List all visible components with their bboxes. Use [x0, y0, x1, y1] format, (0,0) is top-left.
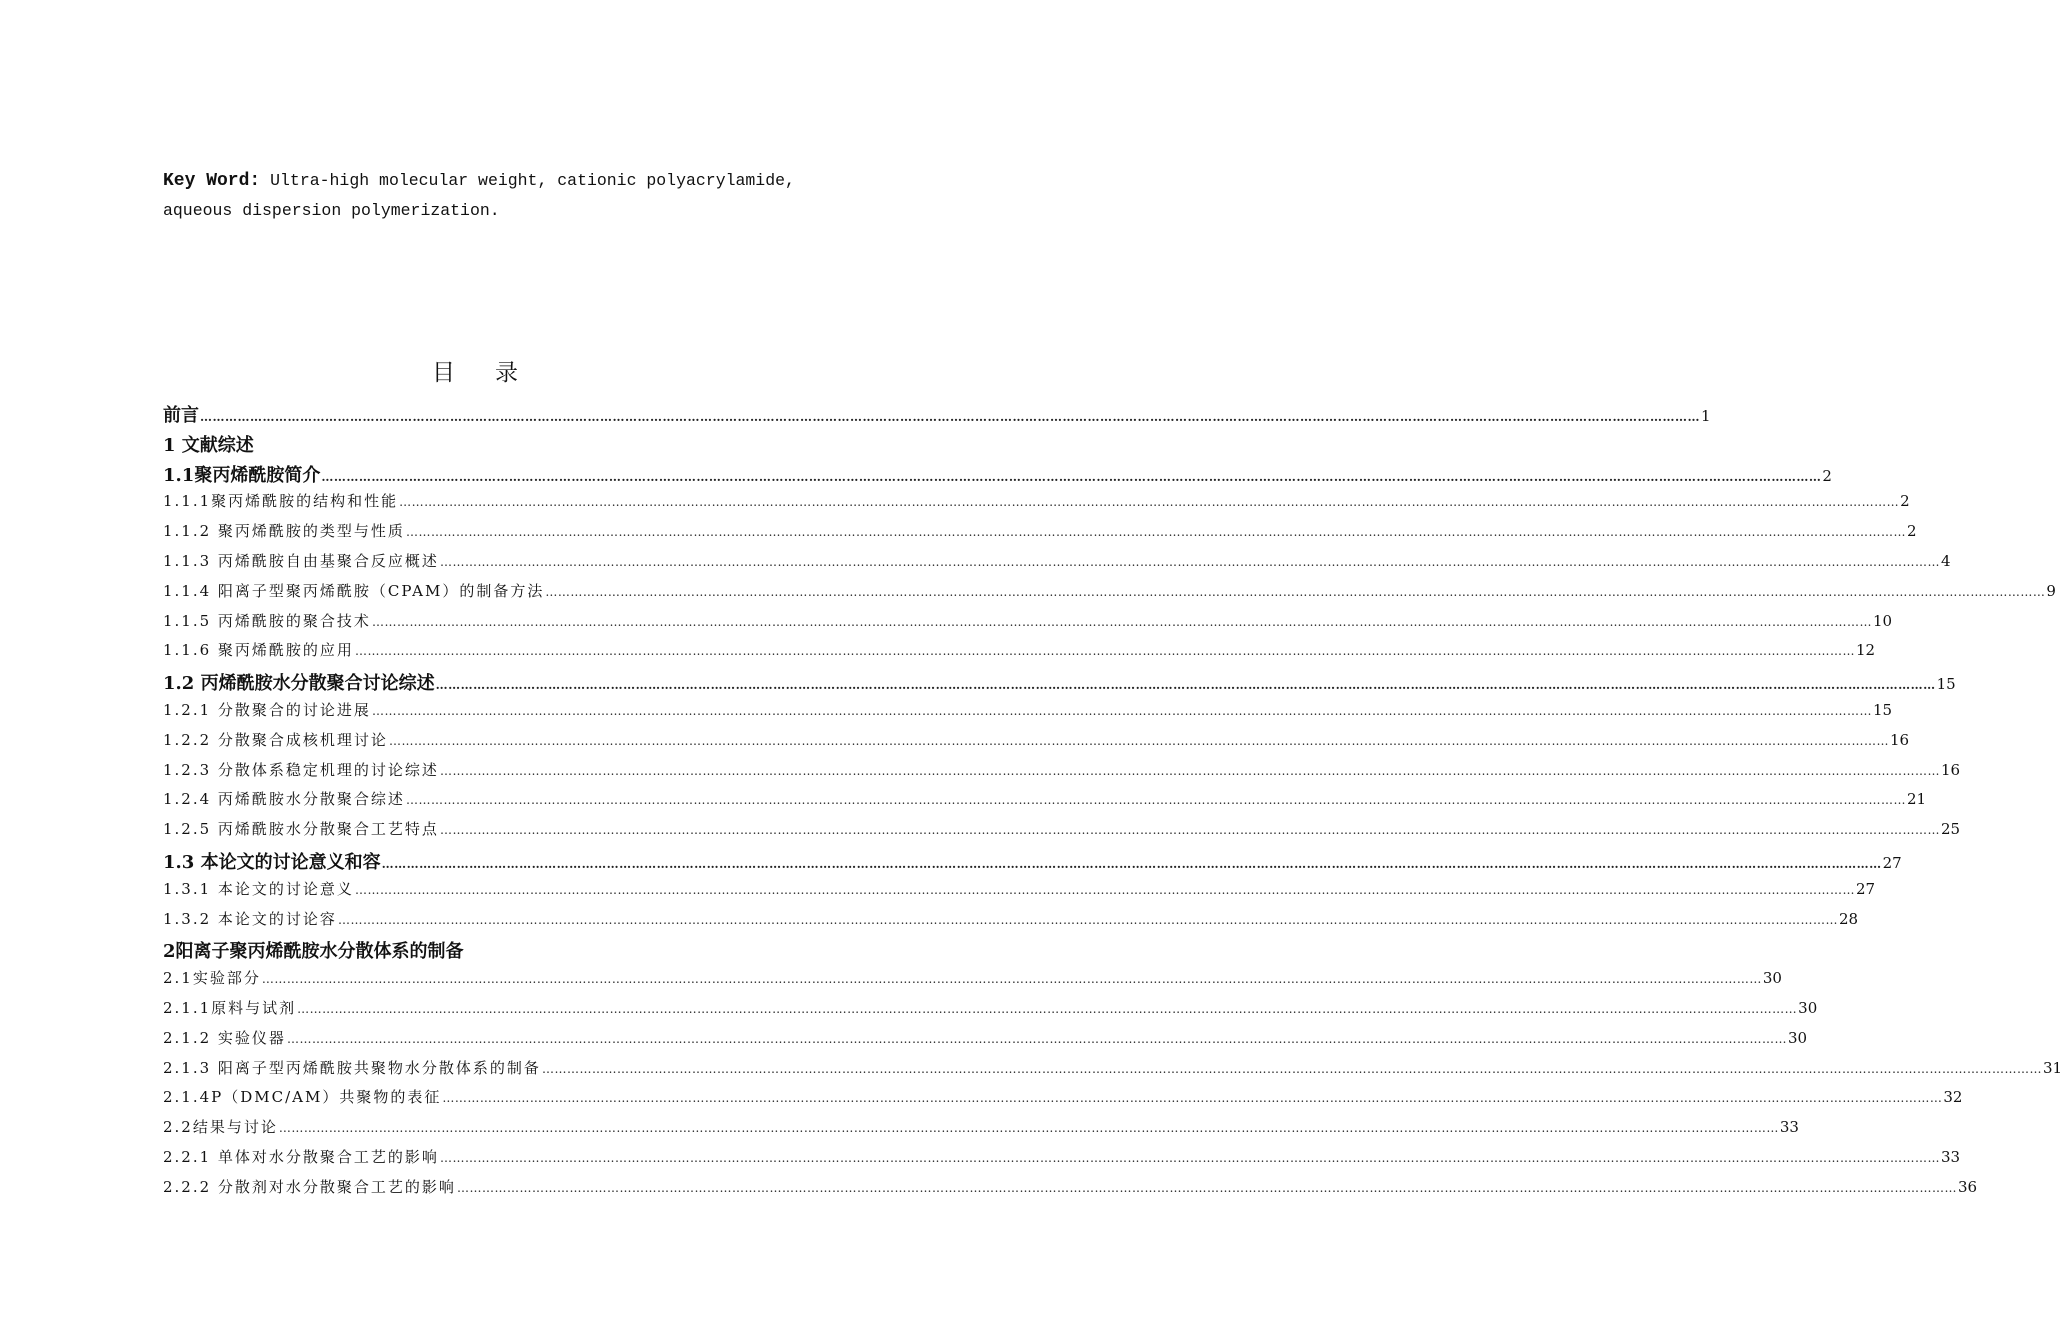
- toc-dot-leader: ………………………………………………………………………………………………………………………………………………………………………………………………………………………………………………………………………………………………………………………………: [439, 1150, 1940, 1165]
- toc-entry-page: 12: [1855, 641, 1876, 660]
- toc-entry[interactable]: [163, 997, 1818, 1027]
- toc-entry-title: 1 文献综述: [163, 434, 254, 456]
- toc-entry-title: 2.2.1 单体对水分散聚合工艺的影响: [163, 1147, 439, 1166]
- toc-entry[interactable]: [163, 699, 1893, 729]
- table-of-contents: [163, 401, 2062, 1206]
- toc-entry-page: 16: [1889, 730, 1910, 749]
- toc-dot-leader: ………………………………………………………………………………………………………………………………………………………………………………………………………………………………………………………………………………………………………………………………: [321, 469, 1822, 484]
- toc-entry-page: 16: [1940, 760, 1961, 779]
- keyword-label: Key Word:: [163, 171, 261, 191]
- keyword-text-2: aqueous dispersion polymerization.: [163, 201, 500, 220]
- toc-entry-page: 9: [2046, 581, 2056, 600]
- toc-dot-leader: ………………………………………………………………………………………………………………………………………………………………………………………………………………………………………………………………………………………………………………………………: [286, 1031, 1787, 1046]
- toc-entry-title: 1.2.1 分散聚合的讨论进展: [163, 700, 371, 719]
- toc-dot-leader: ………………………………………………………………………………………………………………………………………………………………………………………………………………………………………………………………………………………………………………………………: [442, 1091, 1943, 1106]
- toc-entry[interactable]: [163, 401, 1711, 431]
- toc-dot-leader: ………………………………………………………………………………………………………………………………………………………………………………………………………………………………………………………………………………………………………………………………: [381, 856, 1882, 871]
- toc-entry[interactable]: [163, 788, 1927, 818]
- toc-entry-title: 1.2.2 分散聚合成核机理讨论: [163, 730, 388, 749]
- toc-dot-leader: ………………………………………………………………………………………………………………………………………………………………………………………………………………………………………………………………………………………………………………………………: [371, 614, 1872, 629]
- toc-dot-leader: ………………………………………………………………………………………………………………………………………………………………………………………………………………………………………………………………………………………………………………………………: [297, 1001, 1798, 1016]
- toc-entry-title: 1.3 本论文的讨论意义和容: [163, 851, 381, 873]
- toc-entry[interactable]: [163, 878, 1876, 908]
- toc-entry-title: 1.1.3 丙烯酰胺自由基聚合反应概述: [163, 551, 439, 570]
- toc-entry-page: 2: [1822, 466, 1832, 485]
- toc-dot-leader: ………………………………………………………………………………………………………………………………………………………………………………………………………………………………………………………………………………………………………………………………: [439, 823, 1940, 838]
- toc-entry-title: 前言: [163, 405, 199, 426]
- toc-entry-title: 2.1.1原料与试剂: [163, 998, 297, 1017]
- toc-entry[interactable]: [163, 610, 1893, 640]
- toc-title-right: 录: [495, 360, 518, 386]
- toc-entry-title: 1.2 丙烯酰胺水分散聚合讨论综述: [163, 673, 435, 695]
- toc-entry[interactable]: [163, 818, 1961, 848]
- toc-entry[interactable]: [163, 1086, 1963, 1116]
- toc-dot-leader: ………………………………………………………………………………………………………………………………………………………………………………………………………………………………………………………………………………………………………………………………: [371, 703, 1872, 718]
- toc-dot-leader: ………………………………………………………………………………………………………………………………………………………………………………………………………………………………………………………………………………………………………………………………: [388, 733, 1889, 748]
- toc-dot-leader: ………………………………………………………………………………………………………………………………………………………………………………………………………………………………………………………………………………………………………………………………: [435, 678, 1936, 693]
- toc-entry-title: 2.1.3 阳离子型丙烯酰胺共聚物水分散体系的制备: [163, 1058, 541, 1077]
- toc-entry-title: 1.1.6 聚丙烯酰胺的应用: [163, 641, 354, 660]
- toc-entry-page: 36: [1957, 1177, 1978, 1196]
- toc-entry[interactable]: [163, 937, 833, 967]
- toc-entry-title: 1.2.3 分散体系稳定机理的讨论综述: [163, 760, 439, 779]
- toc-entry-title: 1.3.2 本论文的讨论容: [163, 909, 337, 928]
- toc-title: [0, 354, 950, 387]
- toc-dot-leader: ………………………………………………………………………………………………………………………………………………………………………………………………………………………………………………………………………………………………………………………………: [541, 1061, 2042, 1076]
- toc-entry-title: 1.1.4 阳离子型聚丙烯酰胺（CPAM）的制备方法: [163, 581, 545, 600]
- toc-entry-title: 2.1实验部分: [163, 969, 261, 988]
- toc-entry-title: 1.3.1 本论文的讨论意义: [163, 879, 354, 898]
- toc-entry[interactable]: [163, 1027, 1808, 1057]
- toc-dot-leader: ………………………………………………………………………………………………………………………………………………………………………………………………………………………………………………………………………………………………………………………………: [337, 912, 1838, 927]
- toc-entry[interactable]: [163, 550, 1951, 580]
- toc-entry-page: 15: [1872, 700, 1893, 719]
- toc-dot-leader: ………………………………………………………………………………………………………………………………………………………………………………………………………………………………………………………………………………………………………………………………: [399, 495, 1900, 510]
- toc-entry[interactable]: [163, 431, 833, 461]
- toc-entry-page: 31: [2042, 1058, 2062, 1077]
- keyword-line-1: [163, 166, 831, 196]
- toc-entry-page: 10: [1872, 611, 1893, 630]
- toc-dot-leader: ………………………………………………………………………………………………………………………………………………………………………………………………………………………………………………………………………………………………………………………………: [456, 1180, 1957, 1195]
- toc-entry-title: 2.1.2 实验仪器: [163, 1028, 286, 1047]
- toc-entry-page: 30: [1787, 1028, 1808, 1047]
- toc-entry[interactable]: [163, 639, 1876, 669]
- toc-entry-page: 30: [1762, 969, 1782, 988]
- toc-entry-page: 1: [1701, 407, 1711, 425]
- toc-entry-title: 1.1.1聚丙烯酰胺的结构和性能: [163, 492, 399, 511]
- toc-dot-leader: ………………………………………………………………………………………………………………………………………………………………………………………………………………………………………………………………………………………………………………………………: [354, 882, 1855, 897]
- toc-dot-leader: ………………………………………………………………………………………………………………………………………………………………………………………………………………………………………………………………………………………………………………………………: [200, 410, 1700, 424]
- toc-dot-leader: ………………………………………………………………………………………………………………………………………………………………………………………………………………………………………………………………………………………………………………………………: [405, 793, 1906, 808]
- toc-entry[interactable]: [163, 520, 1917, 550]
- toc-entry-page: 21: [1906, 790, 1927, 809]
- toc-entry-page: 25: [1940, 820, 1961, 839]
- toc-dot-leader: ………………………………………………………………………………………………………………………………………………………………………………………………………………………………………………………………………………………………………………………………: [545, 584, 2046, 599]
- toc-entry-page: 2: [1900, 492, 1910, 511]
- toc-dot-leader: ………………………………………………………………………………………………………………………………………………………………………………………………………………………………………………………………………………………………………………………………: [439, 763, 1940, 778]
- toc-entry[interactable]: [163, 759, 1961, 789]
- keyword-paragraph: [163, 166, 831, 226]
- toc-dot-leader: ………………………………………………………………………………………………………………………………………………………………………………………………………………………………………………………………………………………………………………………………: [439, 554, 1940, 569]
- toc-entry[interactable]: [163, 461, 1832, 491]
- toc-entry-page: 27: [1882, 853, 1902, 872]
- toc-entry-title: 1.2.5 丙烯酰胺水分散聚合工艺特点: [163, 820, 439, 839]
- toc-dot-leader: ………………………………………………………………………………………………………………………………………………………………………………………………………………………………………………………………………………………………………………………………: [354, 644, 1855, 659]
- toc-entry[interactable]: [163, 967, 1782, 997]
- toc-entry-page: 4: [1940, 551, 1951, 570]
- toc-entry-page: 32: [1943, 1088, 1963, 1107]
- toc-dot-leader: ………………………………………………………………………………………………………………………………………………………………………………………………………………………………………………………………………………………………………………………………: [261, 972, 1762, 987]
- toc-entry-title: 1.1聚丙烯酰胺简介: [163, 464, 321, 486]
- toc-entry-page: 33: [1940, 1147, 1961, 1166]
- toc-dot-leader: ………………………………………………………………………………………………………………………………………………………………………………………………………………………………………………………………………………………………………………………………: [278, 1121, 1779, 1136]
- toc-dot-leader: ………………………………………………………………………………………………………………………………………………………………………………………………………………………………………………………………………………………………………………………………: [405, 525, 1906, 540]
- toc-entry[interactable]: [163, 490, 1910, 520]
- toc-entry[interactable]: [163, 729, 1910, 759]
- toc-entry[interactable]: [163, 848, 1902, 878]
- toc-entry[interactable]: [163, 669, 1956, 699]
- toc-entry-title: 2.2.2 分散剂对水分散聚合工艺的影响: [163, 1177, 456, 1196]
- toc-title-left: 目: [432, 360, 455, 386]
- keyword-text-1: Ultra-high molecular weight, cationic polyacrylamide,: [260, 171, 795, 190]
- toc-entry-title: 2.2结果与讨论: [163, 1118, 278, 1137]
- toc-entry[interactable]: [163, 908, 1859, 938]
- toc-entry-page: 33: [1779, 1118, 1799, 1137]
- toc-entry[interactable]: [163, 1116, 1799, 1146]
- toc-entry-title: 1.1.2 聚丙烯酰胺的类型与性质: [163, 522, 405, 541]
- toc-entry[interactable]: [163, 580, 2056, 610]
- toc-entry-page: 2: [1906, 522, 1917, 541]
- toc-entry-title: 1.1.5 丙烯酰胺的聚合技术: [163, 611, 371, 630]
- toc-entry-page: 28: [1838, 909, 1859, 928]
- toc-entry-title: 1.2.4 丙烯酰胺水分散聚合综述: [163, 790, 405, 809]
- toc-entry[interactable]: [163, 1176, 1978, 1206]
- toc-entry-page: 15: [1936, 675, 1956, 694]
- toc-entry-page: 30: [1798, 998, 1818, 1017]
- toc-entry-title: 2阳离子聚丙烯酰胺水分散体系的制备: [163, 941, 464, 963]
- toc-entry[interactable]: [163, 1057, 2062, 1087]
- toc-entry-page: 27: [1855, 879, 1876, 898]
- toc-entry-title: 2.1.4P（DMC/AM）共聚物的表征: [163, 1088, 442, 1107]
- toc-entry[interactable]: [163, 1146, 1961, 1176]
